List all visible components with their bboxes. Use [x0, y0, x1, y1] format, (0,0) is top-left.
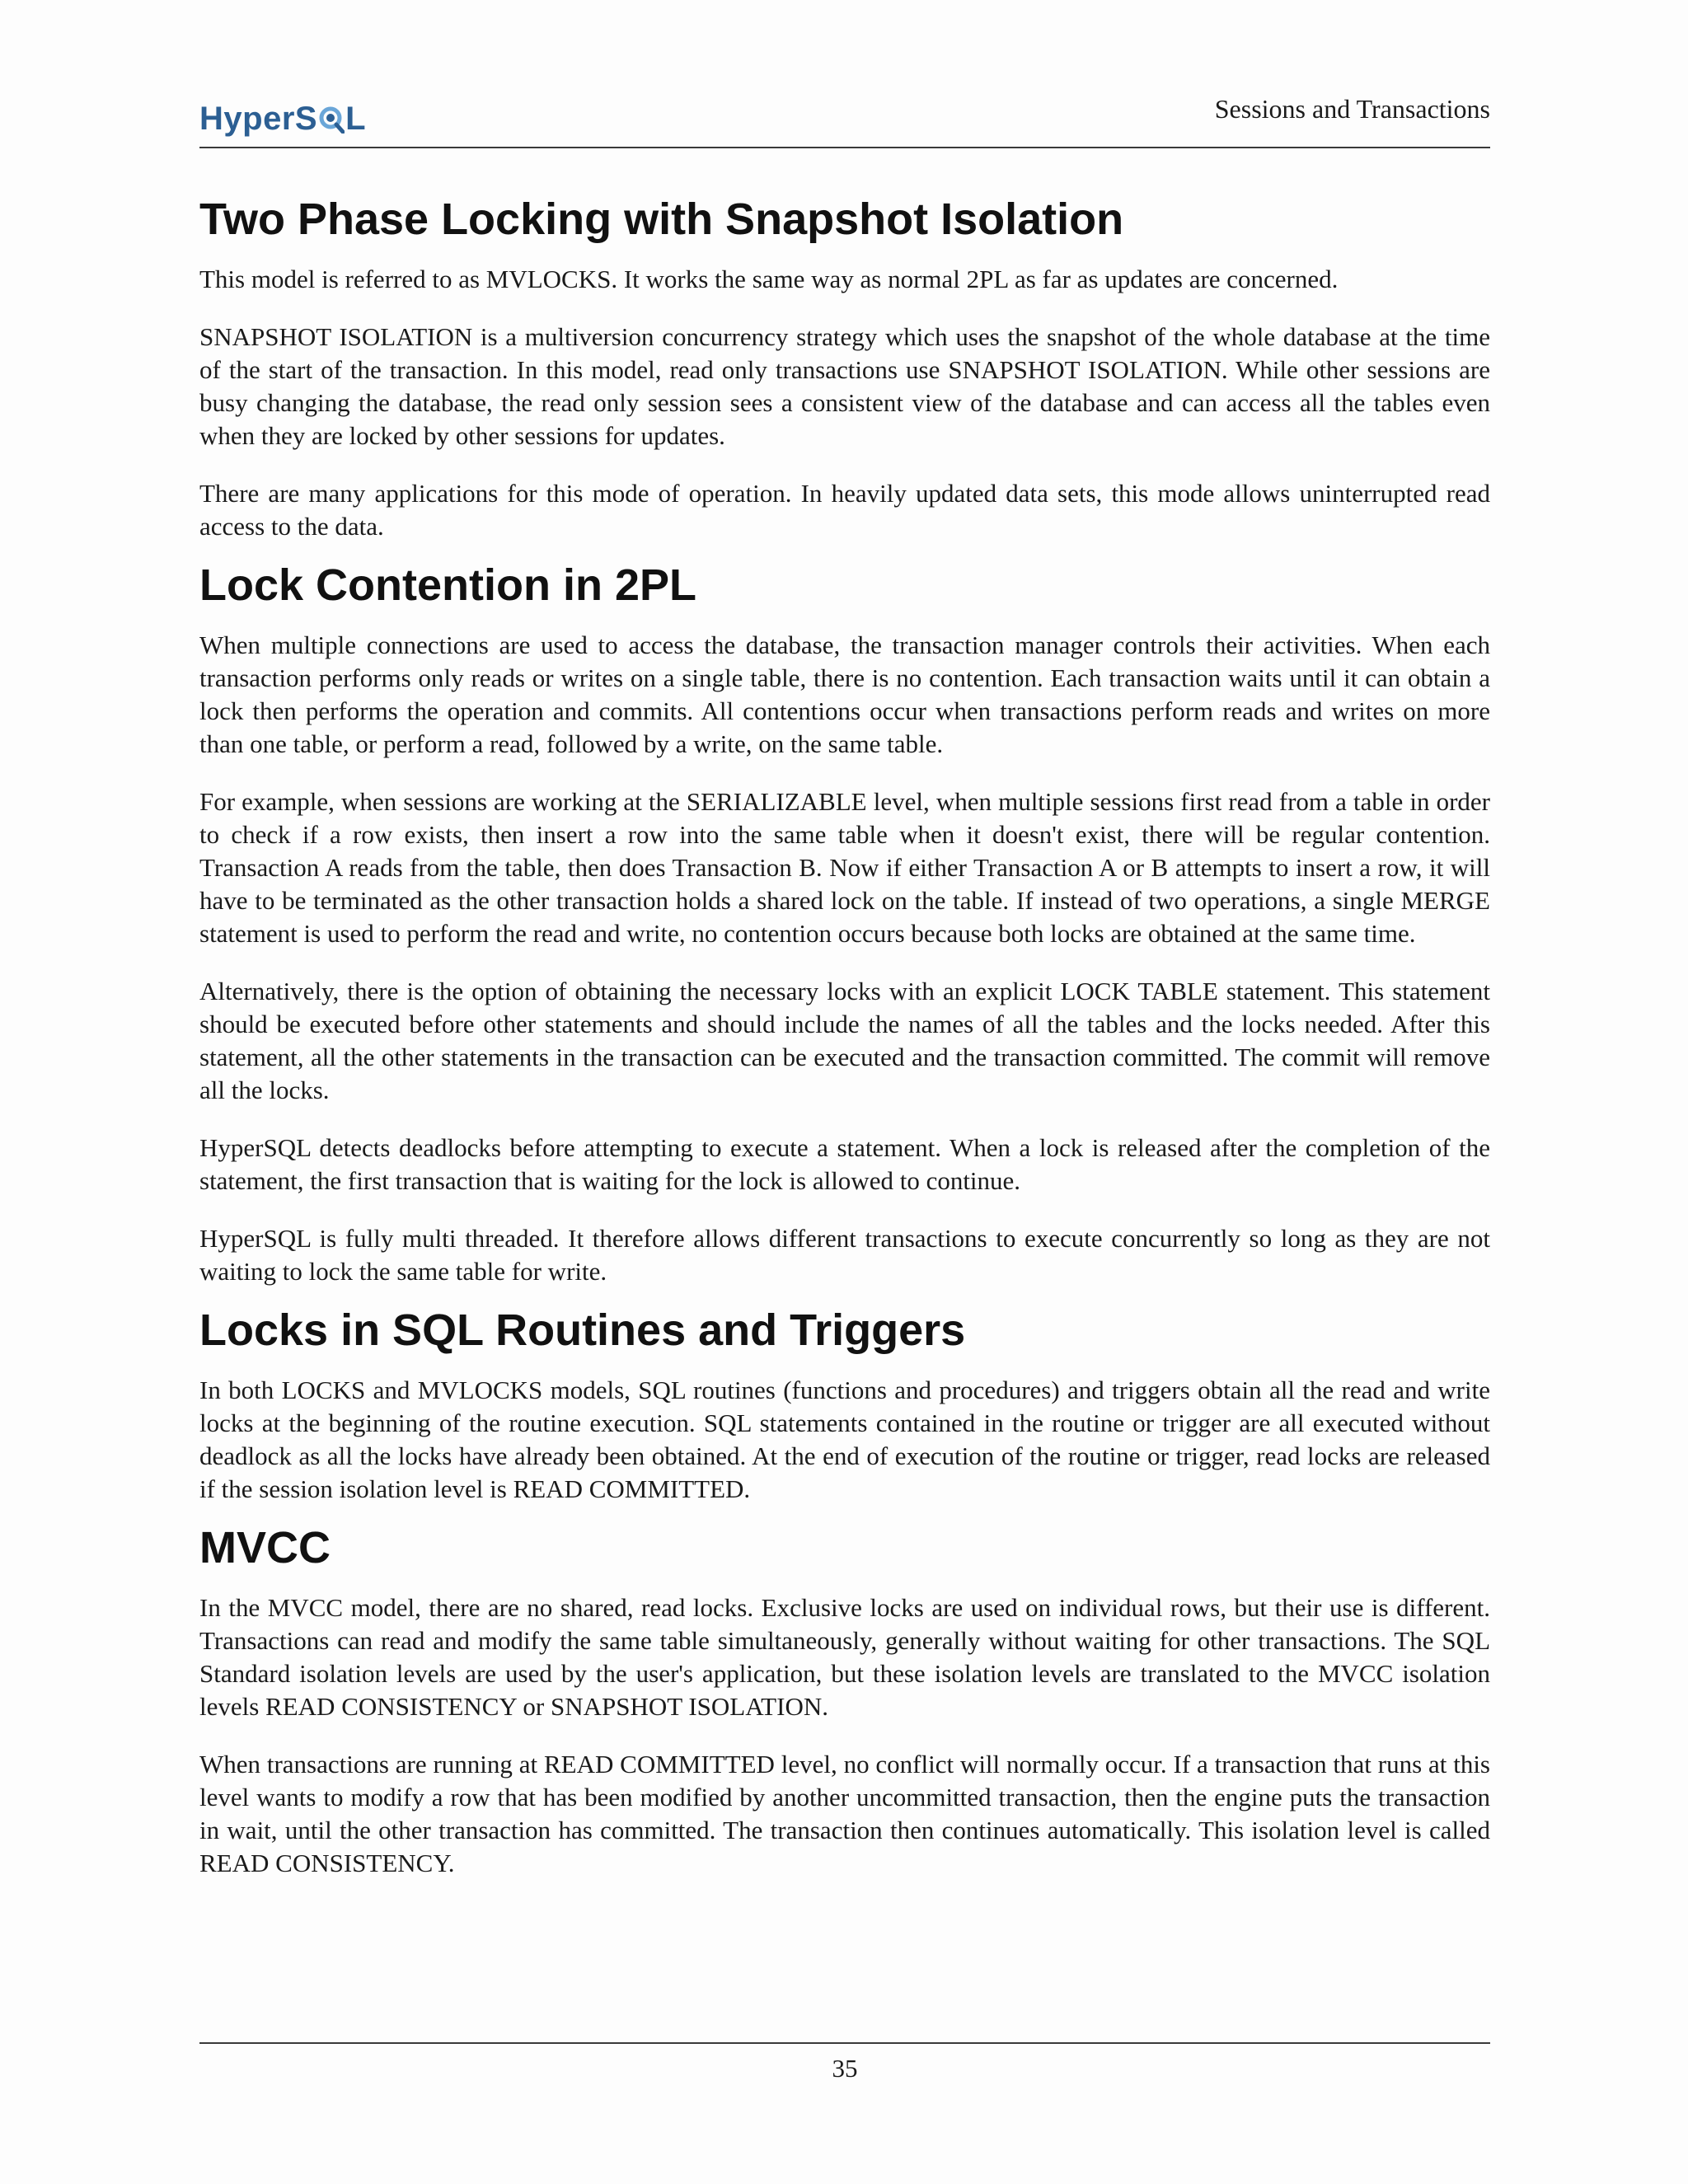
paragraph: When multiple connections are used to access the database, the transaction manager controls their activities. When each transaction performs only reads or writes on a single table, there is no contention. Each transaction waits until it can obtain a lock then performs the operation and commits. All contentions occur when transactions perform reads and writes on more than one table, or perform a read, followed by a write, on the same table.: [199, 630, 1490, 759]
page-footer: [199, 2042, 1490, 2083]
paragraph: HyperSQL is fully multi threaded. It therefore allows different transactions to execute concurrently so long as they are not waiting to lock the same table for write.: [199, 1224, 1490, 1286]
page-content: [199, 185, 1490, 1880]
paragraph: HyperSQL detects deadlocks before attempting to execute a statement. When a lock is released after the completion of the statement, the first transaction that is waiting for the lock is allowed to continue.: [199, 1133, 1490, 1196]
section-heading: Two Phase Locking with Snapshot Isolation: [199, 194, 1124, 244]
section-heading: Lock Contention in 2PL: [199, 560, 696, 611]
paragraph: SNAPSHOT ISOLATION is a multiversion concurrency strategy which uses the snapshot of the whole database at the time of the start of the transaction. In this model, read only transactions use SNAPSHOT ISOLATION. While other sessions are busy changing the database, the read only session sees a consistent view of the database and can access all the tables even when they are locked by other sessions for updates.: [199, 322, 1490, 451]
logo-text-left: HyperS: [199, 100, 318, 137]
paragraph: In the MVCC model, there are no shared, read locks. Exclusive locks are used on individual rows, but their use is different. Transactions can read and modify the same table simultaneously, generally without waiting for other transactions. The SQL Standard isolation levels are used by the user's application, but these isolation levels are translated to the MVCC isolation levels READ CONSISTENCY or SNAPSHOT ISOLATION.: [199, 1593, 1490, 1722]
magnifier-q-icon: [318, 102, 345, 135]
paragraph: When transactions are running at READ COMMITTED level, no conflict will normally occur. If a transaction that runs at this level wants to modify a row that has been modified by another uncommitted transaction, then the engine puts the transaction in wait, until the other transaction has committed. The transaction then continues automatically. This isolation level is called READ CONSISTENCY.: [199, 1750, 1490, 1878]
page-header: [199, 91, 1490, 148]
document-page: [199, 0, 1490, 2184]
running-title: Sessions and Transactions: [1214, 94, 1490, 124]
paragraph: There are many applications for this mode of operation. In heavily updated data sets, this mode allows uninterrupted read access to the data.: [199, 479, 1490, 541]
hypersql-logo: [199, 99, 366, 138]
page-number: 35: [832, 2054, 858, 2083]
section-heading: MVCC: [199, 1523, 331, 1573]
logo-text-right: L: [345, 100, 366, 137]
paragraph: This model is referred to as MVLOCKS. It works the same way as normal 2PL as far as updates are concerned.: [199, 265, 1339, 294]
paragraph: In both LOCKS and MVLOCKS models, SQL routines (functions and procedures) and triggers obtain all the read and write locks at the beginning of the routine execution. SQL statements contained in the routine or trigger are all executed without deadlock as all the locks have already been obtained. At the end of execution of the routine or trigger, read locks are released if the session isolation level is READ COMMITTED.: [199, 1376, 1490, 1504]
paragraph: Alternatively, there is the option of obtaining the necessary locks with an explicit LOCK TABLE statement. This statement should be executed before other statements and should include the names of all the tables and the locks needed. After this statement, all the other statements in the transaction can be executed and the transaction committed. The commit will remove all the locks.: [199, 977, 1490, 1105]
section-heading: Locks in SQL Routines and Triggers: [199, 1305, 966, 1356]
paragraph: For example, when sessions are working at the SERIALIZABLE level, when multiple sessions first read from a table in order to check if a row exists, then insert a row into the same table when it doesn't exist, there will be regular contention. Transaction A reads from the table, then does Transaction B. Now if either Transaction A or B attempts to insert a row, it will have to be terminated as the other transaction holds a shared lock on the table. If instead of two operations, a single MERGE statement is used to perform the read and write, no contention occurs because both locks are obtained at the same time.: [199, 787, 1490, 949]
